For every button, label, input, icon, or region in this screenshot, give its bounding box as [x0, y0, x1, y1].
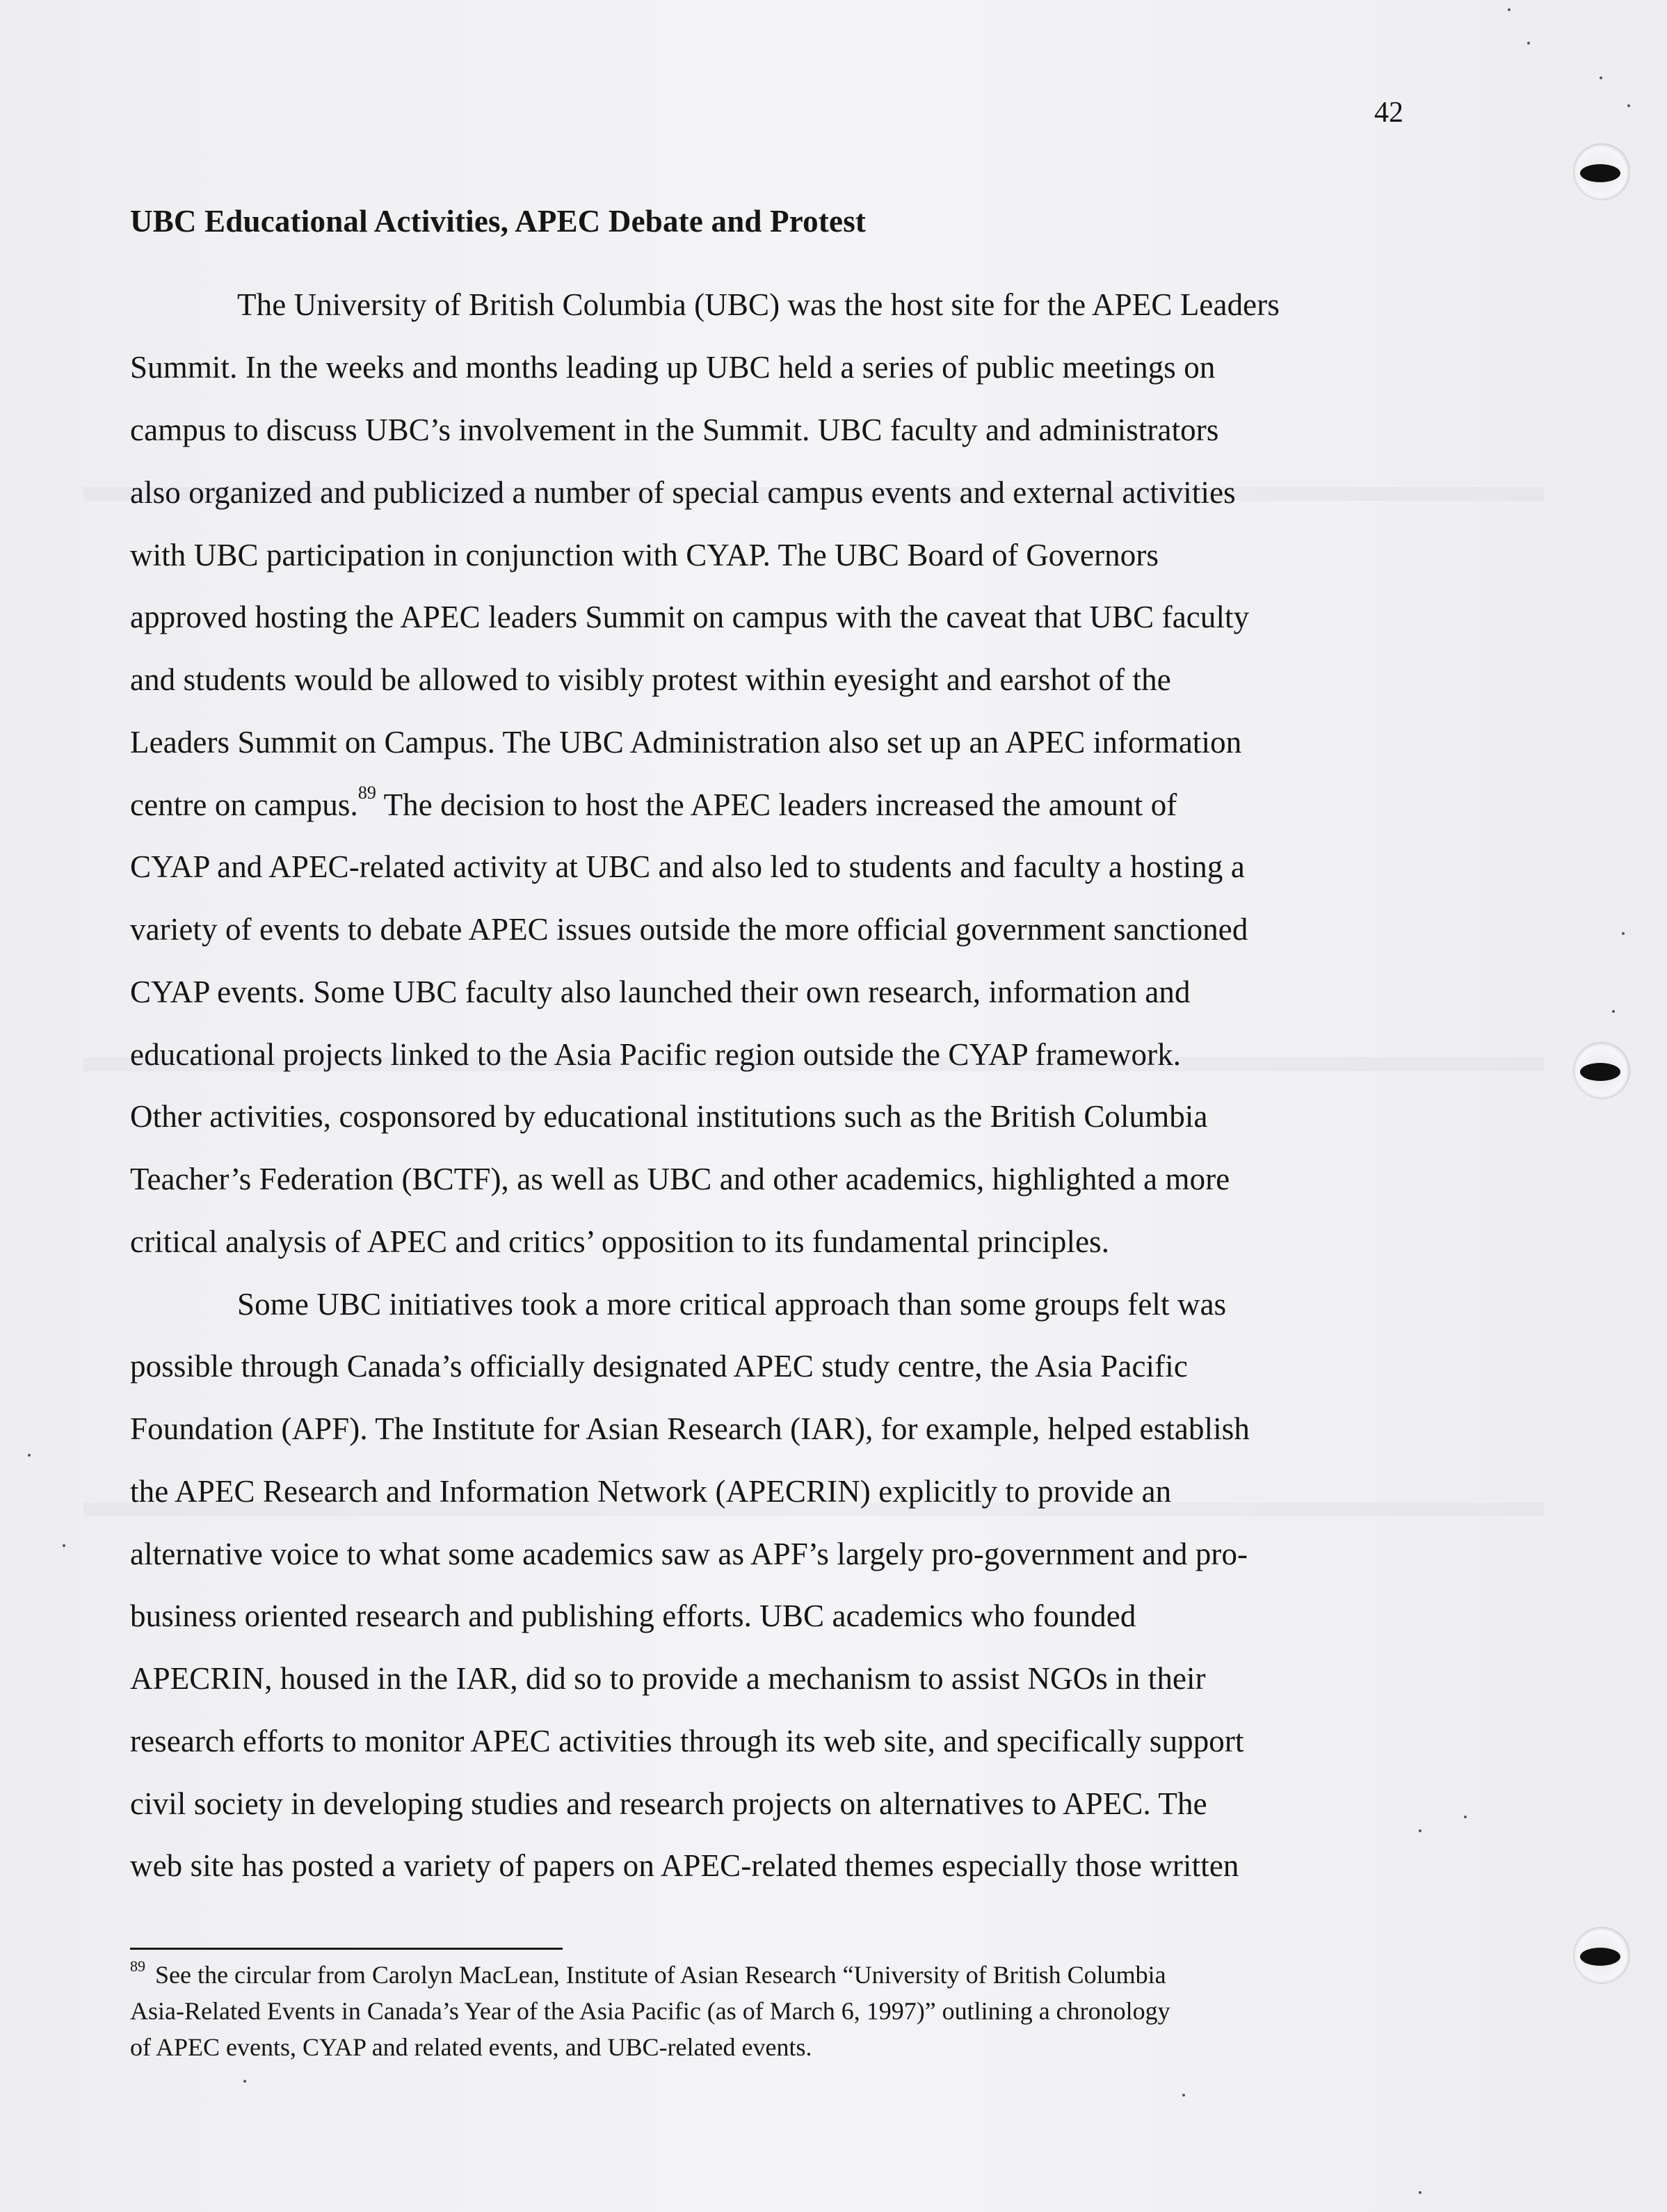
scan-speck	[1600, 77, 1602, 79]
scan-speck	[63, 1544, 65, 1547]
paragraph-line	[130, 783, 1177, 823]
paragraph-line: Foundation (APF). The Institute for Asian Research (IAR), for example, helped establish	[130, 1411, 1250, 1446]
paragraph-line: Summit. In the weeks and months leading up UBC held a series of public meetings on	[130, 350, 1216, 385]
paragraph-line: alternative voice to what some academics saw as APF’s largely pro-government and pro-	[130, 1537, 1248, 1571]
paragraph-line: approved hosting the APEC leaders Summit on campus with the caveat that UBC faculty	[130, 600, 1250, 634]
punch-hole-icon	[1573, 143, 1630, 200]
paragraph-line: variety of events to debate APEC issues outside the more official government sanctioned	[130, 912, 1248, 947]
paragraph-line: Some UBC initiatives took a more critical approach than some groups felt was	[237, 1287, 1227, 1322]
paragraph-line: APECRIN, housed in the IAR, did so to provide a mechanism to assist NGOs in their	[130, 1661, 1206, 1696]
paragraph-line: Other activities, cosponsored by educational institutions such as the British Columbia	[130, 1099, 1208, 1134]
page-number: 42	[1374, 97, 1403, 129]
punch-hole-icon	[1573, 1042, 1630, 1099]
scan-speck	[28, 1454, 31, 1457]
punch-hole-icon	[1573, 1927, 1630, 1984]
scan-speck	[1627, 104, 1630, 107]
line-text: centre on campus.	[130, 787, 358, 822]
paragraph-line: also organized and publicized a number of special campus events and external activities	[130, 475, 1236, 510]
paragraph-line: Teacher’s Federation (BCTF), as well as UBC and other academics, highlighted a more	[130, 1162, 1230, 1196]
paragraph-line: critical analysis of APEC and critics’ opposition to its fundamental principles.	[130, 1224, 1110, 1259]
footnote-reference[interactable]: 89	[357, 783, 377, 803]
scan-speck	[1508, 8, 1511, 11]
footnote-mark: 89	[130, 1957, 145, 1975]
paragraph-line: Leaders Summit on Campus. The UBC Administration also set up an APEC information	[130, 725, 1242, 760]
footnote-line	[130, 1957, 1166, 1989]
section-heading: UBC Educational Activities, APEC Debate and Protest	[130, 204, 867, 239]
scan-speck	[243, 2080, 246, 2083]
paragraph-line: CYAP and APEC-related activity at UBC and also led to students and faculty a hosting a	[130, 849, 1245, 884]
scan-speck	[1527, 42, 1530, 45]
paragraph-line: the APEC Research and Information Network (APECRIN) explicitly to provide an	[130, 1474, 1172, 1509]
scan-speck	[1182, 2094, 1185, 2097]
scan-speck	[1419, 1829, 1422, 1832]
scan-speck	[1612, 1010, 1615, 1013]
scan-speck	[1622, 932, 1625, 935]
paragraph-line: possible through Canada’s officially designated APEC study centre, the Asia Pacific	[130, 1349, 1188, 1384]
paragraph-line: business oriented research and publishing efforts. UBC academics who founded	[130, 1598, 1136, 1633]
footnote-line: Asia-Related Events in Canada’s Year of the Asia Pacific (as of March 6, 1997)” outlining a chronology	[130, 1997, 1170, 2025]
paragraph-line: with UBC participation in conjunction with CYAP. The UBC Board of Governors	[130, 538, 1159, 572]
footnote-divider	[130, 1948, 563, 1950]
paragraph-line: research efforts to monitor APEC activities through its web site, and specifically support	[130, 1724, 1244, 1758]
scan-speck	[1419, 2191, 1422, 2194]
paragraph-line: web site has posted a variety of papers on APEC-related themes especially those written	[130, 1848, 1239, 1883]
footnote-text: See the circular from Carolyn MacLean, Institute of Asian Research “University of British Columbia	[155, 1961, 1166, 1989]
paragraph-line: CYAP events. Some UBC faculty also launched their own research, information and	[130, 975, 1191, 1009]
scan-speck	[1464, 1816, 1467, 1818]
paragraph-line: campus to discuss UBC’s involvement in the Summit. UBC faculty and administrators	[130, 412, 1219, 447]
paragraph-line: and students would be allowed to visibly protest within eyesight and earshot of the	[130, 662, 1171, 697]
footnote-line: of APEC events, CYAP and related events, and UBC-related events.	[130, 2033, 812, 2061]
paragraph-line: educational projects linked to the Asia Pacific region outside the CYAP framework.	[130, 1037, 1182, 1072]
paragraph-line: civil society in developing studies and research projects on alternatives to APEC. The	[130, 1786, 1207, 1821]
paragraph-line: The University of British Columbia (UBC) was the host site for the APEC Leaders	[237, 287, 1280, 322]
line-text: The decision to host the APEC leaders increased the amount of	[376, 787, 1177, 822]
